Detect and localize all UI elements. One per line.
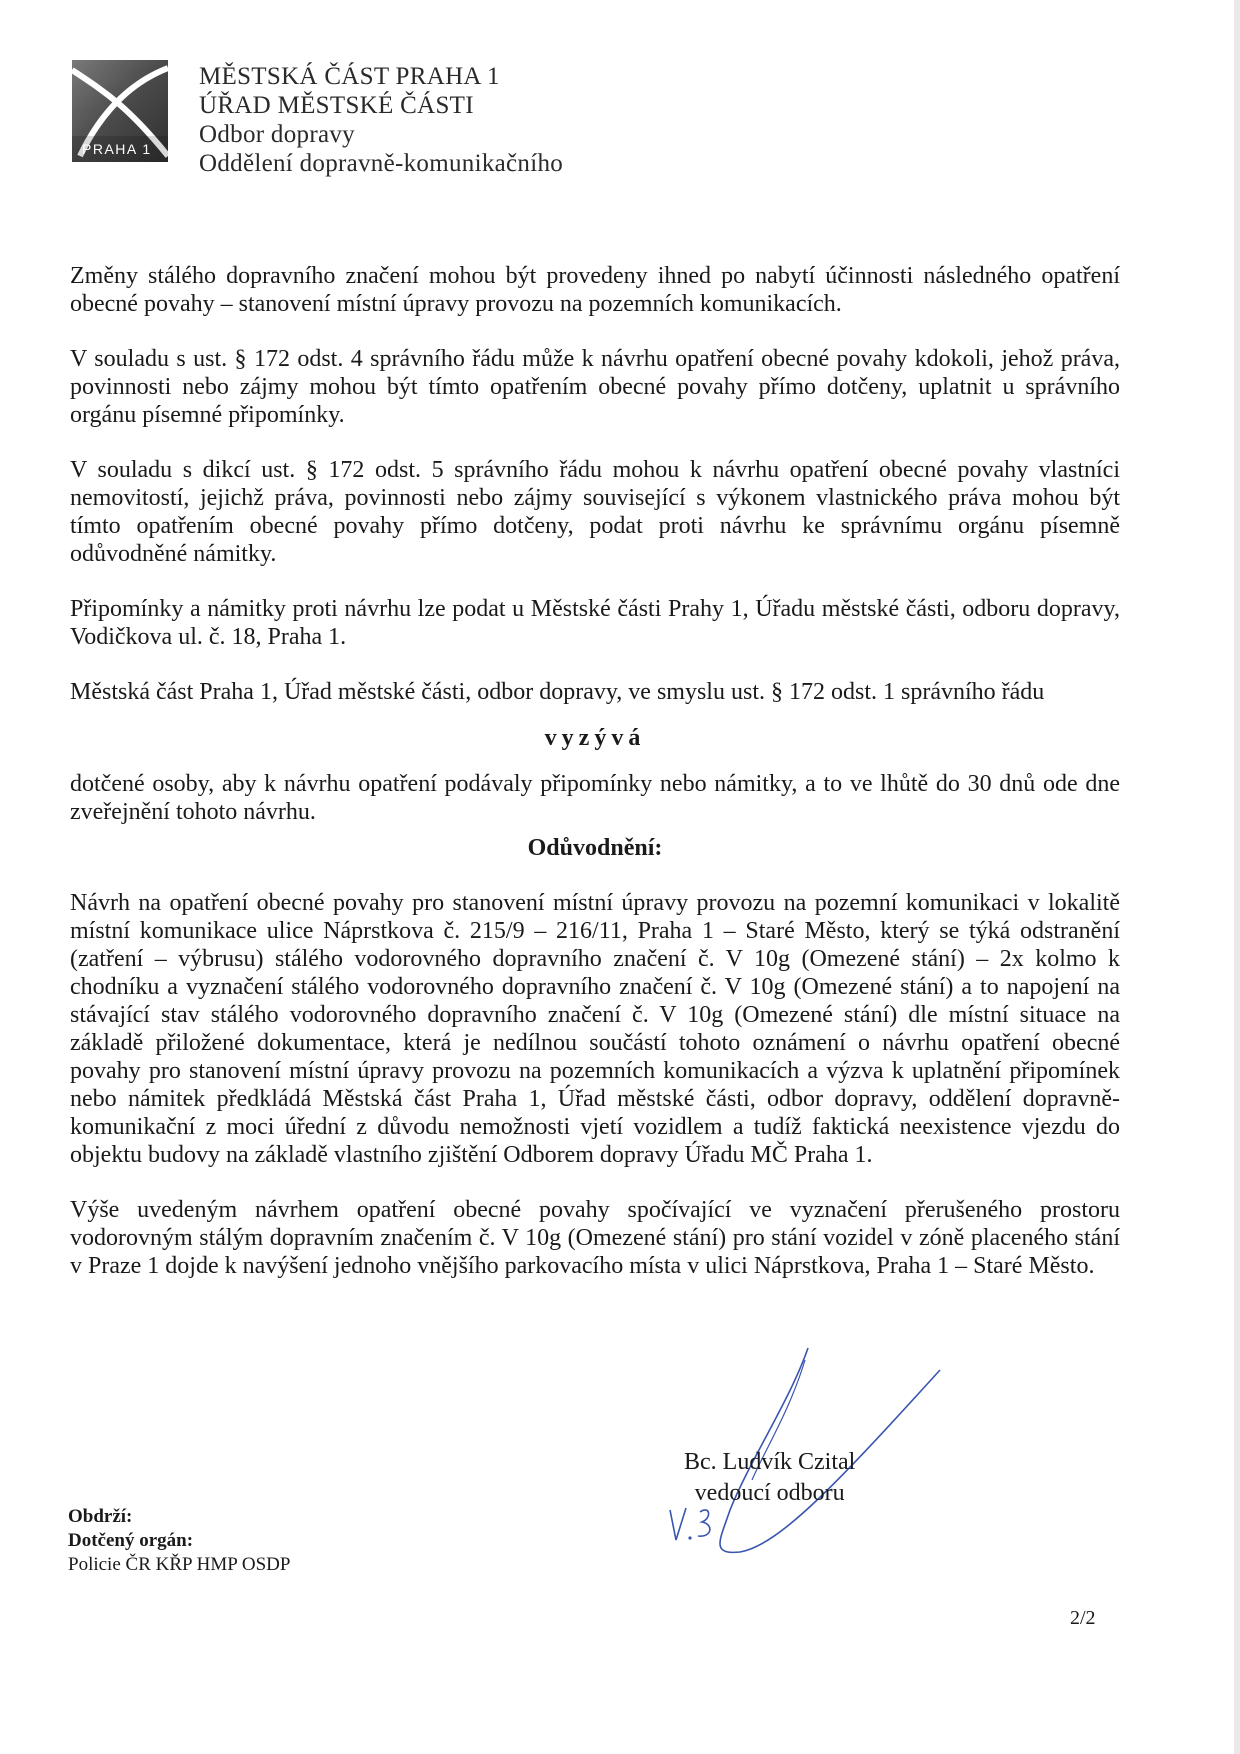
paragraph: Připomínky a námitky proti návrhu lze podat u Městské části Prahy 1, Úřadu městské části, odboru dopravy, Vodičkova ul. č. 18, Praha 1. — [70, 596, 1120, 650]
paragraph: Výše uvedeným návrhem opatření obecné povahy spočívající ve vyznačení přerušeného prostoru vodorovným stálým dopravním značením č. V 10g (Omezené stání) pro stání vozidel v zóně placeného stání v Praze 1 dojde k navýšení jednoho vnějšího parkovacího místa v ulici Náprstkova, Praha 1 – Staré Město. — [70, 1197, 1120, 1279]
authority-label: Dotčený orgán: — [68, 1530, 194, 1551]
signature-block — [684, 1447, 855, 1509]
letterhead — [199, 62, 563, 178]
recipients-label: Obdrží: — [68, 1506, 133, 1527]
praha1-logo — [72, 60, 168, 162]
signatory-title: vedoucí odboru — [694, 1480, 845, 1506]
paragraph: V souladu s ust. § 172 odst. 4 správního řádu může k návrhu opatření obecné povahy kdokoli, jehož práva, povinnosti nebo zájmy mohou být tímto opatřením obecné povahy přímo dotčeny, uplatnit u správního orgánu písemné připomínky. — [70, 346, 1120, 428]
paragraph: dotčené osoby, aby k návrhu opatření podávaly připomínky nebo námitky, a to ve lhůtě do 30 dnů ode dne zveřejnění tohoto návrhu. — [70, 771, 1120, 825]
paragraph: Městská část Praha 1, Úřad městské části, odbor dopravy, ve smyslu ust. § 172 odst. 1 správního řádu — [70, 679, 1045, 705]
authority-name: Policie ČR KŘP HMP OSDP — [68, 1554, 291, 1575]
document-body — [70, 262, 1120, 1280]
paragraph: Změny stálého dopravního značení mohou být provedeny ihned po nabytí účinnosti následného opatření obecné povahy – stanovení místní úpravy provozu na pozemních komunikacích. — [70, 263, 1120, 317]
paragraph: V souladu s dikcí ust. § 172 odst. 5 správního řádu mohou k návrhu opatření obecné povahy vlastníci nemovitostí, jejichž práva, povinnosti nebo zájmy související s výkonem vlastnického práva mohou být tímto opatřením obecné povahy přímo dotčeny, podat proti návrhu ke správnímu orgánu písemně odůvodněné námitky. — [70, 457, 1120, 567]
letterhead-line: ÚŘAD MĚSTSKÉ ČÁSTI — [199, 92, 474, 119]
reasoning-heading: Odůvodnění: — [527, 835, 663, 861]
letterhead-line: Odbor dopravy — [199, 121, 355, 148]
page-number: 2/2 — [1070, 1607, 1096, 1629]
signatory-name: Bc. Ludvík Czital — [684, 1449, 856, 1475]
recipients-block — [68, 1505, 290, 1577]
logo-text: PRAHA 1 — [82, 141, 152, 157]
letterhead-line: MĚSTSKÁ ČÁST PRAHA 1 — [199, 63, 500, 90]
letterhead-line: Oddělení dopravně-komunikačního — [199, 150, 564, 177]
appeal-heading — [70, 724, 1120, 752]
paragraph: Návrh na opatření obecné povahy pro stanovení místní úpravy provozu na pozemní komunikaci v lokalitě místní komunikace ulice Náprstkova č. 215/9 – 216/11, Praha 1 – Staré Město, který se týká odstranění (zatření – výbrusu) stálého vodorovného dopravního značení č. V 10g (Omezené stání) – 2x kolmo k chodníku a vyznačení stálého vodorovného dopravního značení č. V 10g (Omezené stání) a to napojení na stávající stav stálého vodorovného dopravního značení č. V 10g (Omezené stání) dle místní situace na základě přiložené dokumentace, která je nedílnou součástí tohoto oznámení o návrhu opatření obecné povahy pro stanovení místní úpravy provozu na pozemních komunikacích a výzva k uplatnění připomínek nebo námitek předkládá Městská část Praha 1, Úřad městské části, odbor dopravy, oddělení dopravně-komunikační z moci úřední z důvodu nemožnosti vjetí vozidlem a tudíž faktická neexistence vjezdu do objektu budovy na základě vlastního zjištění Odborem dopravy Úřadu MČ Praha 1. — [70, 890, 1120, 1168]
page-edge-shadow — [1234, 0, 1240, 1754]
appeal-word: vyzývá — [544, 725, 646, 751]
